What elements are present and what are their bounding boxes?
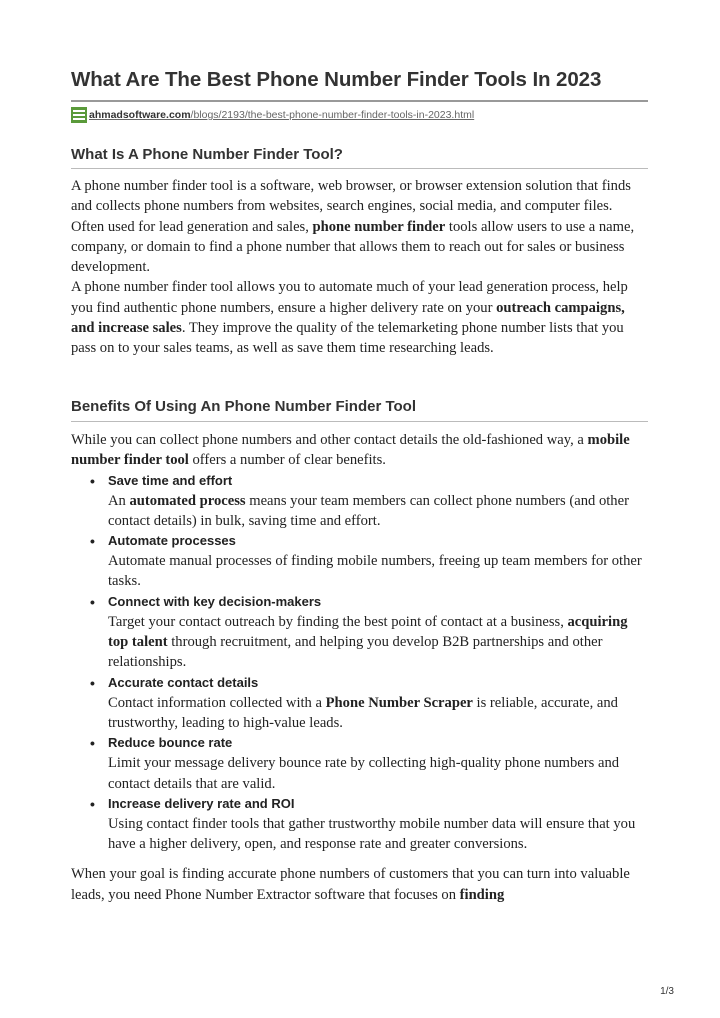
- paragraph: When your goal is finding accurate phone numbers of customers that you can turn into valuable leads, you need Phone Number Extractor software that focuses on finding: [71, 866, 630, 903]
- benefit-title: • Accurate contact details: [71, 673, 648, 693]
- bold-phrase: finding: [459, 886, 505, 903]
- bold-phrase: phone number finder: [312, 218, 446, 235]
- list-item: [71, 733, 648, 794]
- page-number: 1/3: [660, 986, 674, 997]
- benefit-body: Limit your message delivery bounce rate by collecting high-quality phone numbers and contact details that are valid.: [108, 755, 620, 792]
- paragraph: While you can collect phone numbers and other contact details the old-fashioned way, a mobile number finder tool offers a number of clear benefits.: [71, 432, 630, 469]
- benefit-body: Target your contact outreach by finding the best point of contact at a business, acquiring top talent through recruitment, and helping you develop B2B partnerships and other relationships.: [108, 613, 628, 671]
- benefit-title: • Reduce bounce rate: [71, 733, 648, 753]
- source-line: [71, 107, 474, 123]
- list-item: [71, 471, 648, 532]
- list-item: [71, 592, 648, 673]
- list-item: [71, 794, 648, 855]
- benefit-title: • Automate processes: [71, 531, 648, 551]
- section-divider: [71, 168, 648, 169]
- benefit-body: Using contact finder tools that gather trustworthy mobile number data will ensure that you have a higher delivery, open, and response rate and greater conversions.: [108, 815, 636, 853]
- source-path[interactable]: /blogs/2193/the-best-phone-number-finder-tools-in-2023.html: [190, 109, 475, 121]
- title-divider: [71, 100, 648, 102]
- section-divider: [71, 421, 648, 422]
- list-item: [71, 531, 648, 592]
- page-title: What Are The Best Phone Number Finder Tools In 2023: [71, 68, 602, 91]
- benefit-title: • Increase delivery rate and ROI: [71, 794, 648, 814]
- benefits-list: [71, 471, 648, 855]
- benefit-body: An automated process means your team members can collect phone numbers (and other contact details) in bulk, saving time and effort.: [108, 492, 629, 529]
- section-heading-what-is: What Is A Phone Number Finder Tool?: [71, 146, 343, 163]
- benefit-body: Contact information collected with a Phone Number Scraper is reliable, accurate, and trustworthy, leading to high-value leads.: [108, 694, 618, 731]
- list-item: [71, 673, 648, 734]
- source-domain[interactable]: ahmadsoftware.com: [89, 109, 191, 121]
- paragraph: A phone number finder tool allows you to automate much of your lead generation process, help you find authentic phone numbers, ensure a higher delivery rate on your outreach campaigns, and increase sales. They improve the quality of the telemarketing phone number lists that you pass on to your sales teams, as well as save them time researching leads.: [71, 279, 628, 357]
- site-favicon-icon: [71, 107, 87, 123]
- benefit-body: Automate manual processes of finding mobile numbers, freeing up team members for other tasks.: [108, 553, 642, 590]
- source-link[interactable]: [89, 109, 474, 121]
- section-heading-benefits: Benefits Of Using An Phone Number Finder Tool: [71, 398, 417, 415]
- bold-phrase: mobile number finder tool: [71, 432, 630, 469]
- section-benefits-body: [71, 430, 648, 905]
- benefit-title: • Save time and effort: [71, 471, 648, 491]
- benefit-title: • Connect with key decision-makers: [71, 592, 648, 612]
- paragraph: A phone number finder tool is a software, web browser, or browser extension solution that finds and collects phone numbers from websites, search engines, social media, and computer files. Often used for lead generation and sales, phone number finder tools allow users to use a name, company, or domain to find a phone number that allows them to reach out for sales or business development.: [71, 178, 635, 276]
- section-what-is-body: [71, 176, 648, 359]
- bold-phrase: outreach campaigns, and increase sales: [71, 299, 625, 337]
